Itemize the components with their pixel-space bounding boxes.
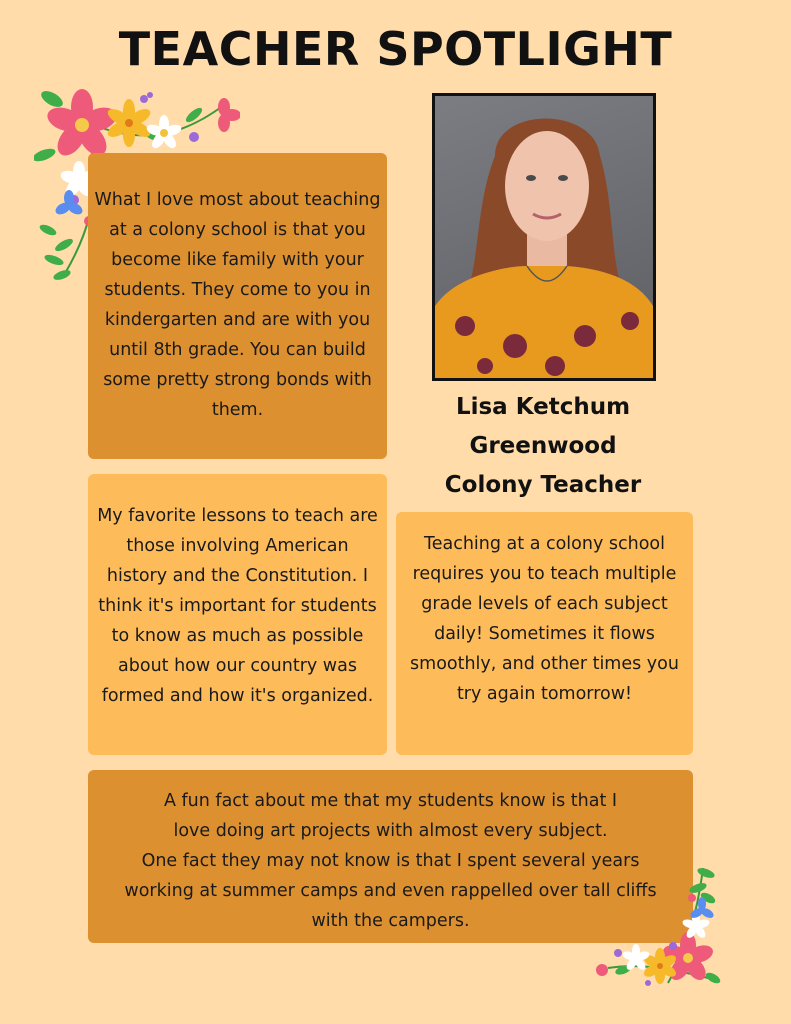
teacher-school: Greenwood	[469, 433, 617, 459]
fun-fact-text-2: One fact they may not know is that I spent several years working at summer camps and even rappelled over tall cliffs with the campers.	[124, 851, 657, 931]
quote-family-text: What I love most about teaching at a colony school is that you become like family with your students. They come to you in kindergarten and are with you until 8th grade. You can build some pretty strong bonds with them.	[94, 190, 381, 420]
flower-bouquet-bottom-icon	[588, 858, 723, 993]
teacher-name-block	[410, 388, 676, 505]
quote-box-lessons	[88, 474, 387, 755]
quote-lessons-text: My favorite lessons to teach are those involving American history and the Constitution. I think it's important for students to know as much as possible about how our country was formed and how it's organized.	[97, 506, 378, 706]
teacher-name: Lisa Ketchum	[455, 394, 631, 420]
quote-box-grades	[396, 512, 693, 755]
fun-fact-text-1: A fun fact about me that my students know is that I love doing art projects with almost every subject.	[163, 791, 618, 841]
portrait-icon	[435, 96, 653, 378]
quote-box-family	[88, 153, 387, 459]
teacher-photo	[432, 93, 656, 381]
teacher-role: Colony Teacher	[444, 472, 642, 498]
page-title: TEACHER SPOTLIGHT	[118, 22, 673, 76]
quote-grades-text: Teaching at a colony school requires you to teach multiple grade levels of each subject daily! Sometimes it flows smoothly, and other times you try again tomorrow!	[410, 534, 679, 704]
